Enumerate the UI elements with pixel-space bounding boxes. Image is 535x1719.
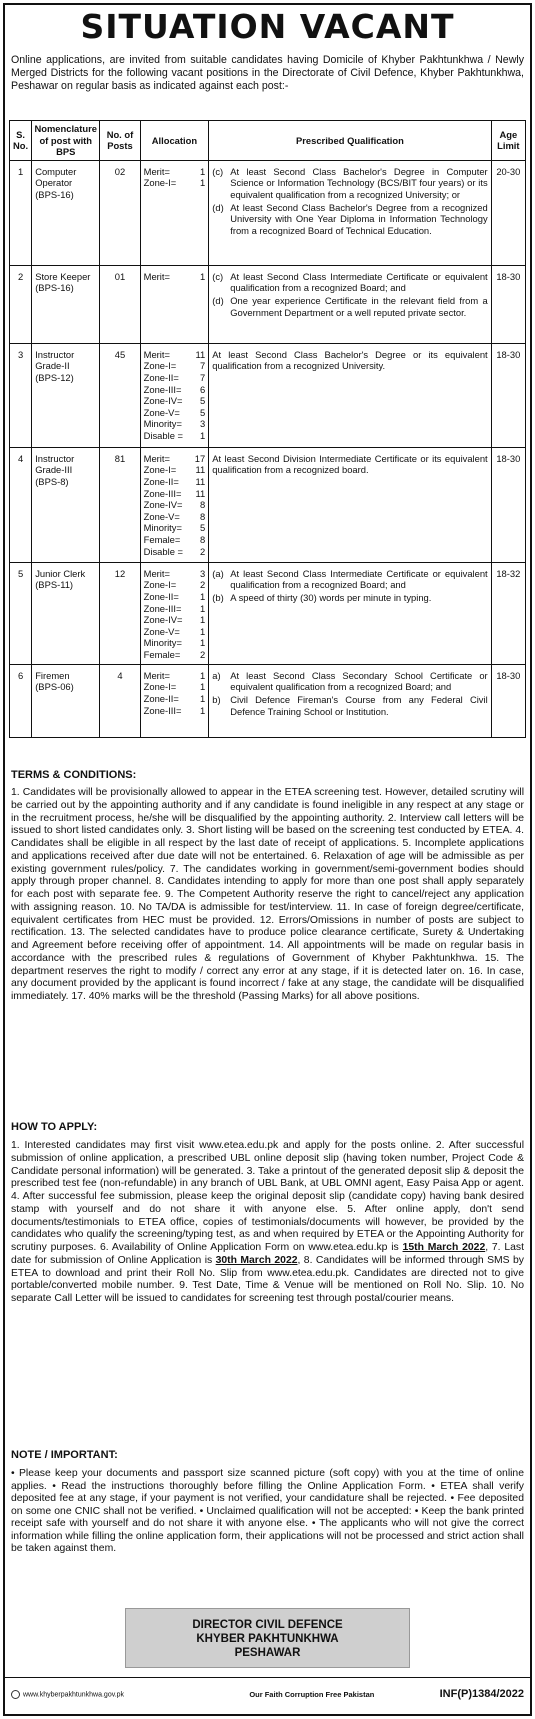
qualification-text: A speed of thirty (30) words per minute in typing.	[230, 591, 432, 603]
qualification-text: Civil Defence Fireman's Course from any Federal Civil Defence Training School or Institution.	[230, 693, 488, 717]
row-post-name: Instructor Grade-III (BPS-8)	[32, 447, 100, 562]
footer	[11, 1683, 524, 1705]
allocation-line	[144, 522, 206, 534]
row-post-name: Computer Operator (BPS-16)	[32, 160, 100, 265]
table-header-row	[10, 121, 526, 161]
row-qualification	[209, 343, 491, 447]
allocation-label: Zone-V=	[143, 406, 180, 418]
allocation-label: Zone-I=	[143, 464, 177, 476]
terms-body: 1. Candidates will be provisionally allowed to appear in the ETEA screening test. However, detailed scrutiny will be carried out by the appointing authority and if any candidate is found ineligible in any respect at any stage or in the recruitment process, he/she will be disqualified by the appointing authority. 2. Interview call letters will be issued to short listed candidates only. 3. Short listing will be based on the screening test conducted by ETEA. 4. Candidates shall be eligible in all respect by the last date of receipt of applications. 5. Incomplete applications and applications received after due date will not be entertained. 6. Relaxation of age will be admissible as per existing government rules/policy. 7. The candidates working in government/semi-government bodies should apply through proper channel. 8. Candidates intending to apply for more than one post shall apply separately for each post with separate fee. 9. The Competent Authority reserve the right to cancel/reject any application with assigning reason. 10. No TA/DA is admissible for test/interview. 11. In case of foreign degree/certificate, equivalent certificates from HEC must be provided. 12. Errors/Omissions in number of posts are subject to rectification. 13. The selected candidates have to produce police clearance certificate, Surety & Undertaking and Agreement before receiving offer of appointment. 14. All appointments will be made on regular basis in accordance with the prescribed rules & regulations of Government of Khyber Pakhtunkhwa. 15. The department reserves the right to modify / correct any error at any stage, if it is detected later on. 16. In case, any document provided by the applicant is found incorrect / fake at any stage, the candidate will be disqualified immediately. 17. 40% marks will be the threshold (Passing Marks) for all above positions.	[11, 787, 524, 1002]
row-post-count: 12	[100, 562, 140, 664]
allocation-label: Zone-IV=	[143, 395, 183, 407]
col-header-allocation: Allocation	[140, 121, 209, 161]
allocation-label: Zone-IV=	[143, 499, 183, 511]
allocation-label: Zone-III=	[143, 704, 182, 716]
row-qualification	[209, 265, 491, 343]
row-qualification	[209, 160, 491, 265]
row-post-count: 81	[100, 447, 140, 562]
allocation-value: 1	[200, 692, 206, 704]
footer-reference: INF(P)1384/2022	[439, 1688, 524, 1700]
allocation-label: Zone-III=	[143, 602, 182, 614]
apply-text-2: , 7. Last date for submission of Online Application is	[11, 1242, 524, 1266]
row-sno: 3	[10, 343, 32, 447]
allocation-label: Merit=	[143, 669, 170, 681]
globe-icon	[11, 1690, 20, 1699]
page-title: SITUATION VACANT	[80, 7, 455, 46]
allocation-line	[144, 603, 206, 615]
allocation-value: 11	[195, 487, 206, 499]
allocation-label: Merit=	[143, 165, 170, 177]
allocation-line	[144, 384, 206, 396]
allocation-value: 1	[200, 637, 206, 649]
apply-heading: HOW TO APPLY:	[11, 1121, 98, 1133]
allocation-label: Minority=	[143, 418, 182, 430]
qualification-item	[212, 453, 487, 476]
table-row	[10, 160, 526, 265]
allocation-label: Disable =	[143, 429, 183, 441]
allocation-line	[144, 546, 206, 558]
qualification-item	[212, 166, 487, 201]
allocation-line	[144, 693, 206, 705]
table-body	[10, 160, 526, 737]
row-sno: 6	[10, 664, 32, 737]
allocation-line	[144, 499, 206, 511]
apply-text-1: 1. Interested candidates may first visit www.etea.edu.pk and apply for the posts online. 2. After successful submission of online application, a prescribed UBL online deposit slip (having token number, Project Code & Candidate personal information) will be generated. 3. Take a printout of the generated deposit slip & deposit the prescribed test fee (non-refundable) in any branch of UBL Bank, at UBL OMNI agent, Easy Paisa App or agent. 4. After successful fee submission, please keep the original deposit slip (candidate copy) having bank desired stamp with yourself and do not share it with anyone else. 5. After online apply, don't send documents/testimonials to ETEA office, copies of testimonials/documents will however, be provided by the candidates who qualify the screening/typing test, as and when required by ETEA or the Appointing Authority for scrutiny purposes. 6. Availability of Online Application Form on www.etea.edu.kp is	[11, 1140, 524, 1253]
allocation-value: 1	[200, 704, 206, 716]
footer-divider	[3, 1677, 532, 1678]
allocation-value: 11	[195, 475, 206, 487]
allocation-value: 8	[200, 510, 206, 522]
allocation-line	[144, 534, 206, 546]
allocation-value: 3	[200, 418, 206, 430]
qualification-text: At least Second Class Intermediate Certificate or equivalent qualification from a recognized Board; and	[230, 567, 488, 591]
row-allocation	[140, 265, 209, 343]
col-header-qualification: Prescribed Qualification	[209, 121, 491, 161]
col-header-sno: S. No.	[10, 121, 32, 161]
qualification-text: At least Second Class Bachelor's Degree or its equivalent qualification from a recognized University.	[212, 348, 488, 372]
allocation-value: 2	[200, 545, 206, 557]
allocation-value: 5	[200, 395, 206, 407]
qualification-text: One year experience Certificate in the relevant field from a Government Department or a well reputed private sector.	[230, 294, 488, 318]
terms-heading: TERMS & CONDITIONS:	[11, 769, 137, 781]
allocation-label: Zone-IV=	[143, 614, 183, 626]
notes-section	[11, 1448, 524, 1556]
qualification-item	[212, 295, 487, 318]
allocation-value: 1	[200, 429, 206, 441]
qualification-marker: (c)	[212, 165, 224, 177]
intro-paragraph: Online applications, are invited from suitable candidates having Domicile of Khyber Pakhtunkhwa / Newly Merged Districts for the following vacant positions in the Directorate of Civil Defence, Khyber Pakhtunkhwa, Peshawar on regular basis as indicated against each post:-	[11, 54, 524, 92]
qualification-item	[212, 592, 487, 604]
allocation-value: 11	[195, 464, 206, 476]
row-age-limit: 18-30	[491, 447, 525, 562]
row-allocation	[140, 664, 209, 737]
allocation-value: 7	[200, 360, 206, 372]
allocation-value: 1	[200, 590, 206, 602]
allocation-line	[144, 418, 206, 430]
allocation-value: 1	[200, 681, 206, 693]
qualification-marker: a)	[212, 669, 221, 681]
apply-text-3: , 8. Candidates will be informed through SMS by ETEA to download and print their Roll No. Slip from www.etea.edu.pk. Candidates are directed not to give portable/converted mobile number. 9. Test Date, Time & Venue will be mentioned on Roll No. Slip. 10. No separate Call Letter will be issued to candidates for screening test through postal/courier means.	[11, 1254, 524, 1304]
director-signature-box	[125, 1608, 410, 1668]
row-qualification	[209, 447, 491, 562]
allocation-label: Merit=	[143, 348, 170, 360]
vacancy-table	[9, 120, 526, 738]
row-allocation	[140, 343, 209, 447]
allocation-value: 8	[200, 499, 206, 511]
footer-website-link[interactable]	[11, 1690, 124, 1699]
table-row	[10, 664, 526, 737]
allocation-line	[144, 670, 206, 682]
qualification-item	[212, 670, 487, 693]
row-allocation	[140, 160, 209, 265]
row-post-name: Instructor Grade-II (BPS-12)	[32, 343, 100, 447]
allocation-value: 11	[195, 348, 206, 360]
qualification-text: At least Second Class Intermediate Certificate or equivalent qualification from a recognized Board; and	[230, 270, 488, 294]
qualification-text: At least Second Class Bachelor's Degree from a recognized University with One Year Diploma in Information Technology from a recognized Board of Technical Education.	[230, 201, 488, 236]
row-qualification	[209, 664, 491, 737]
allocation-label: Zone-II=	[143, 371, 179, 383]
allocation-value: 8	[200, 533, 206, 545]
table-row	[10, 343, 526, 447]
qualification-text: At least Second Class Secondary School Certificate or equivalent qualification from a recognized Board; and	[230, 669, 488, 693]
qualification-item	[212, 568, 487, 591]
qualification-marker: (a)	[212, 567, 224, 579]
allocation-line	[144, 649, 206, 661]
allocation-line	[144, 271, 206, 283]
qualification-item	[212, 202, 487, 237]
row-age-limit: 20-30	[491, 160, 525, 265]
allocation-label: Zone-V=	[143, 510, 180, 522]
footer-website: www.khyberpakhtunkhwa.gov.pk	[23, 1690, 125, 1698]
allocation-label: Disable =	[143, 545, 183, 557]
allocation-value: 3	[200, 567, 206, 579]
allocation-line	[144, 464, 206, 476]
col-header-post: Nomenclature of post with BPS	[32, 121, 100, 161]
qualification-text: At least Second Division Intermediate Certificate or its equivalent qualification from a recognized board.	[212, 452, 488, 476]
allocation-label: Zone-I=	[143, 579, 177, 591]
allocation-line	[144, 705, 206, 717]
apply-section	[11, 1120, 524, 1306]
allocation-label: Female=	[143, 533, 181, 545]
apply-body	[11, 1140, 524, 1306]
allocation-value: 5	[200, 522, 206, 534]
row-post-count: 01	[100, 265, 140, 343]
row-sno: 2	[10, 265, 32, 343]
availability-date: 15th March 2022	[402, 1242, 486, 1253]
last-date: 30th March 2022	[215, 1254, 298, 1266]
allocation-value: 1	[200, 602, 206, 614]
qualification-marker: (d)	[212, 201, 224, 213]
allocation-label: Female=	[143, 648, 181, 660]
allocation-label: Zone-III=	[143, 383, 182, 395]
notes-body: • Please keep your documents and passport size scanned picture (soft copy) with you at the time of online applies. • Read the instructions thoroughly before filling the Online Application Form. • ETEA shall verify deposited fee at any stage, if your payment is not verified, your candidature shall be rejected. • Fee deposited on some one CNIC shall not be verified. • Unclaimed qualification will not be accepted: • Keep the bank printed receipt safe with yourself and do not share it with anyone else. • The applicants who will not give the correct information while filling the online application form, their applications will not be processed and strict action shall be taken against them.	[11, 1468, 524, 1554]
allocation-line	[144, 372, 206, 384]
allocation-value: 1	[200, 177, 206, 189]
qualification-marker: (d)	[212, 294, 224, 306]
row-age-limit: 18-30	[491, 664, 525, 737]
col-header-posts: No. of Posts	[100, 121, 140, 161]
table-row	[10, 562, 526, 664]
allocation-value: 5	[200, 406, 206, 418]
allocation-label: Zone-I=	[143, 360, 177, 372]
allocation-line	[144, 360, 206, 372]
allocation-label: Zone-III=	[143, 487, 182, 499]
allocation-label: Zone-II=	[143, 692, 179, 704]
row-post-name: Junior Clerk (BPS-11)	[32, 562, 100, 664]
allocation-line	[144, 349, 206, 361]
footer-slogan: Our Faith Corruption Free Pakistan	[249, 1689, 375, 1699]
director-line-1: DIRECTOR CIVIL DEFENCE	[192, 1619, 343, 1631]
allocation-label: Minority=	[143, 637, 182, 649]
qualification-marker: b)	[212, 693, 221, 705]
qualification-item	[212, 271, 487, 294]
allocation-label: Zone-V=	[143, 625, 180, 637]
director-line-2: KHYBER PAKHTUNKHWA	[196, 1633, 339, 1645]
notes-heading: NOTE / IMPORTANT:	[11, 1449, 118, 1461]
qualification-item	[212, 694, 487, 717]
allocation-line	[144, 511, 206, 523]
allocation-label: Minority=	[143, 522, 182, 534]
allocation-label: Zone-I=	[143, 177, 177, 189]
row-post-name: Store Keeper (BPS-16)	[32, 265, 100, 343]
allocation-value: 1	[200, 165, 206, 177]
terms-section	[11, 768, 524, 1004]
allocation-value: 1	[200, 614, 206, 626]
allocation-value: 1	[200, 669, 206, 681]
allocation-line	[144, 488, 206, 500]
allocation-line	[144, 614, 206, 626]
row-post-count: 4	[100, 664, 140, 737]
allocation-line	[144, 430, 206, 442]
allocation-value: 1	[200, 270, 206, 282]
allocation-label: Zone-II=	[143, 590, 179, 602]
row-sno: 4	[10, 447, 32, 562]
row-sno: 5	[10, 562, 32, 664]
table-row	[10, 447, 526, 562]
allocation-value: 2	[200, 579, 206, 591]
row-sno: 1	[10, 160, 32, 265]
allocation-value: 17	[194, 452, 206, 464]
allocation-label: Merit=	[143, 270, 170, 282]
qualification-marker: (c)	[212, 270, 224, 282]
row-allocation	[140, 447, 209, 562]
allocation-label: Merit=	[143, 452, 170, 464]
table-row	[10, 265, 526, 343]
row-allocation	[140, 562, 209, 664]
row-post-count: 02	[100, 160, 140, 265]
allocation-line	[144, 626, 206, 638]
row-qualification	[209, 562, 491, 664]
allocation-line	[144, 681, 206, 693]
allocation-value: 2	[200, 648, 206, 660]
allocation-line	[144, 591, 206, 603]
allocation-line	[144, 476, 206, 488]
allocation-label: Zone-I=	[143, 681, 177, 693]
row-post-name: Firemen (BPS-06)	[32, 664, 100, 737]
qualification-text: At least Second Class Bachelor's Degree in Computer Science or Information Technology (BCS/BIT four years) or its equivalent qualification from a recognized University; or	[230, 165, 488, 200]
allocation-line	[144, 395, 206, 407]
director-line-3: PESHAWAR	[234, 1647, 301, 1659]
row-age-limit: 18-32	[491, 562, 525, 664]
col-header-age: Age Limit	[491, 121, 525, 161]
allocation-line	[144, 166, 206, 178]
allocation-line	[144, 407, 206, 419]
allocation-value: 7	[200, 371, 206, 383]
allocation-line	[144, 637, 206, 649]
allocation-line	[144, 177, 206, 189]
allocation-line	[144, 453, 206, 465]
allocation-label: Zone-II=	[143, 475, 179, 487]
row-post-count: 45	[100, 343, 140, 447]
allocation-value: 1	[200, 625, 206, 637]
row-age-limit: 18-30	[491, 265, 525, 343]
qualification-marker: (b)	[212, 591, 224, 603]
row-age-limit: 18-30	[491, 343, 525, 447]
allocation-value: 6	[200, 383, 206, 395]
allocation-line	[144, 579, 206, 591]
allocation-line	[144, 568, 206, 580]
allocation-label: Merit=	[143, 567, 170, 579]
qualification-item	[212, 349, 487, 372]
